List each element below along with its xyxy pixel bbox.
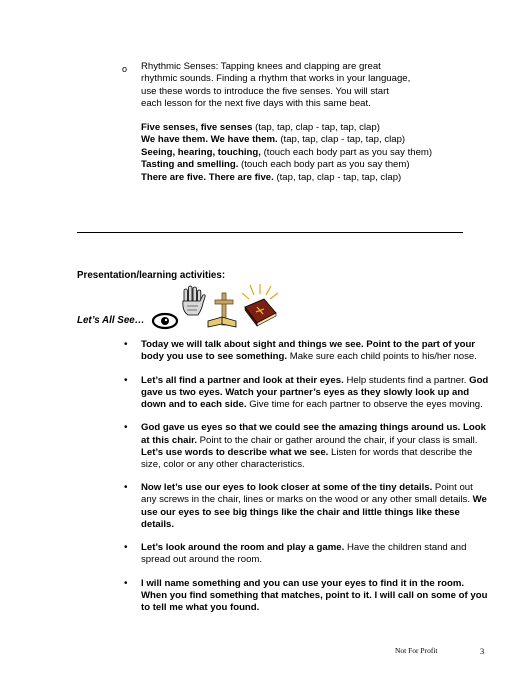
activity-subheading: Let’s All See…	[77, 315, 145, 326]
chant-line	[141, 134, 471, 146]
rhythmic-senses-intro	[141, 61, 451, 111]
activity-list	[118, 339, 490, 626]
five-senses-chant	[141, 122, 471, 184]
activity-text: Point out any screws in the chair, lines or marks on the wood or any other small details.	[141, 482, 473, 506]
bullet-marker: •	[124, 422, 128, 434]
activity-item	[118, 482, 490, 530]
senses-icon-strip	[150, 283, 280, 331]
chant-instruction: (tap, tap, clap - tap, tap, clap)	[273, 171, 402, 183]
activity-text: Make sure each child points to his/her nose.	[287, 351, 477, 363]
bullet-marker: •	[124, 577, 128, 589]
activity-bold-text: We use our eyes to see big things like the chair and little things like these details.	[141, 494, 487, 530]
activity-bold-text: I will name something and you can use your eyes to find it in the room. When you find something that matches, point to it. I will call on some of you to tell me what you found.	[141, 577, 488, 614]
chant-words: Seeing, hearing, touching,	[141, 146, 261, 158]
chant-line	[141, 147, 471, 159]
chant-instruction: (touch each body part as you say them)	[238, 159, 410, 171]
activity-item	[118, 339, 490, 363]
activity-text: Listen for words that describe the size, color or any other characteristics.	[141, 446, 473, 470]
chant-words: Tasting and smelling.	[141, 159, 239, 171]
hand-icon	[183, 286, 205, 315]
bible-icon	[242, 284, 278, 326]
bullet-marker: •	[124, 482, 128, 494]
activity-bold-text: Now let’s use our eyes to look closer at some of the tiny details.	[141, 482, 433, 494]
activity-bold-text: Let’s use words to describe what we see.	[141, 446, 329, 458]
chant-words: There are five. There are five.	[141, 171, 274, 183]
chant-words: We have them. We have them.	[141, 134, 278, 146]
activity-text: Point to the chair or gather around the chair, if your class is small.	[196, 434, 478, 446]
chant-instruction: (touch each body part as you say them)	[260, 146, 433, 158]
chant-line	[141, 172, 471, 184]
chant-instruction: (tap, tap, clap - tap, tap, clap)	[252, 122, 380, 133]
eye-icon	[153, 314, 177, 328]
activity-item	[118, 375, 490, 411]
activity-text: Help students find a partner.	[343, 374, 470, 386]
intro-line: Rhythmic Senses: Tapping knees and clapping are great	[141, 61, 381, 72]
page-number: 3	[480, 646, 485, 656]
section-divider	[77, 232, 463, 233]
activity-text: Have the children stand and spread out around the room.	[141, 542, 467, 566]
activity-bold-text: God gave us eyes so that we could see the amazing things around us. Look at this chair.	[141, 422, 486, 446]
bullet-marker: •	[124, 542, 128, 554]
activity-item	[118, 542, 490, 566]
activity-bold-text: God gave us two eyes. Watch your partner’s eyes as they slowly look up and down and to each side.	[141, 374, 489, 410]
activity-text: Give time for each partner to observe the eyes moving.	[246, 398, 483, 410]
intro-line: use these words to introduce the five senses. You will start	[141, 85, 389, 97]
book-icon	[208, 317, 236, 327]
chant-words: Five senses, five senses	[141, 122, 253, 133]
activity-bold-text: Let’s all find a partner and look at their eyes.	[141, 374, 344, 386]
chant-line	[141, 159, 471, 171]
chant-line	[141, 122, 471, 134]
intro-line: each lesson for the next five days with this same beat.	[141, 98, 371, 110]
activity-item	[118, 578, 490, 614]
section-title: Presentation/learning activities:	[77, 270, 226, 281]
bullet-marker: •	[124, 374, 128, 386]
activity-item	[118, 422, 490, 470]
sub-bullet-marker: o	[122, 64, 128, 74]
chant-instruction: (tap, tap, clap - tap, tap, clap)	[277, 134, 406, 146]
activity-bold-text: Today we will talk about sight and things we see. Point to the part of your body you use to see something.	[141, 339, 476, 363]
intro-line: rhythmic sounds. Finding a rhythm that works in your language,	[141, 73, 411, 85]
footer-label: Not For Profit	[395, 646, 438, 655]
bullet-marker: •	[124, 339, 128, 350]
activity-bold-text: Let’s look around the room and play a game.	[141, 542, 345, 554]
